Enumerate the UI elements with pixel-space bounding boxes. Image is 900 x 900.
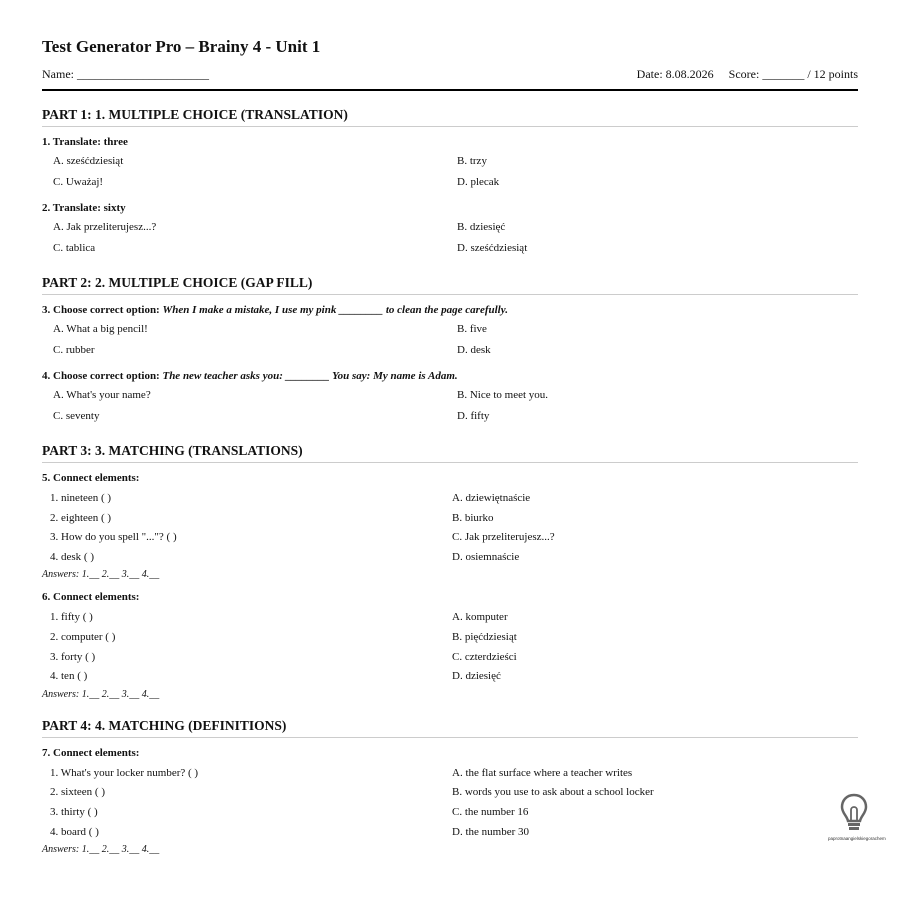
option-b: B. dziesięć xyxy=(457,221,506,233)
match-left-item: 2. eighteen ( ) xyxy=(50,511,112,524)
question-prompt: 1. Translate: three xyxy=(42,136,128,148)
match-left-item: 1. What's your locker number? ( ) xyxy=(50,766,199,779)
score-field: Score: _______ / 12 points xyxy=(728,67,858,81)
question-prompt xyxy=(42,303,858,317)
match-left-item: 2. sixteen ( ) xyxy=(50,786,105,799)
matching-grid xyxy=(42,608,858,686)
match-right-item: A. komputer xyxy=(452,611,508,624)
match-left-item: 3. forty ( ) xyxy=(50,650,96,663)
match-left-item: 1. nineteen ( ) xyxy=(50,492,112,504)
question-prompt xyxy=(42,369,858,383)
part-title: PART 2: 2. MULTIPLE CHOICE (GAP FILL) xyxy=(42,274,858,295)
question-2 xyxy=(42,201,858,259)
question-1 xyxy=(42,135,858,193)
part-2 xyxy=(42,274,858,427)
option-a: A. Jak przeliterujesz...? xyxy=(53,221,157,233)
worksheet-page xyxy=(42,0,886,857)
option-b: B. trzy xyxy=(457,155,487,167)
question-prompt: 5. Connect elements: xyxy=(42,472,140,484)
question-6 xyxy=(42,590,858,701)
match-right-item: B. pięćdziesiąt xyxy=(452,630,517,643)
student-info-line xyxy=(42,67,858,81)
part-1 xyxy=(42,106,858,259)
question-prompt: 7. Connect elements: xyxy=(42,746,140,759)
question-4 xyxy=(42,369,858,427)
name-field: Name: ______________________ xyxy=(42,67,209,81)
option-a: A. sześćdziesiąt xyxy=(53,155,124,167)
option-a: A. What's your name? xyxy=(53,389,151,401)
match-right-item: B. words you use to ask about a school locker xyxy=(452,786,654,799)
part-title: PART 4: 4. MATCHING (DEFINITIONS) xyxy=(42,717,858,738)
option-d: D. plecak xyxy=(457,176,500,188)
match-right-item: D. the number 30 xyxy=(452,825,529,838)
match-right-item: C. Jak przeliterujesz...? xyxy=(452,531,555,544)
option-b: B. Nice to meet you. xyxy=(457,389,549,401)
match-left-item: 3. thirty ( ) xyxy=(50,805,98,818)
option-c: C. rubber xyxy=(53,344,95,356)
part-title: PART 3: 3. MATCHING (TRANSLATIONS) xyxy=(42,442,858,463)
question-prompt: 2. Translate: sixty xyxy=(42,202,126,214)
match-right-item: B. biurko xyxy=(452,511,494,524)
answer-options xyxy=(42,385,858,427)
answers-line: Answers: 1.__ 2.__ 3.__ 4.__ xyxy=(42,688,160,700)
option-c: C. tablica xyxy=(53,242,96,254)
option-d: D. sześćdziesiąt xyxy=(457,242,528,254)
question-3 xyxy=(42,303,858,361)
answer-options xyxy=(42,319,858,361)
question-sentence: The new teacher asks you: ________ You say: My name is Adam. xyxy=(162,370,458,382)
logo xyxy=(828,793,886,841)
question-5 xyxy=(42,471,858,582)
match-left-item: 2. computer ( ) xyxy=(50,630,116,643)
option-a: A. What a big pencil! xyxy=(53,323,148,335)
question-7 xyxy=(42,746,858,857)
header-divider xyxy=(42,89,858,91)
question-prefix: 3. Choose correct option: xyxy=(42,304,160,316)
part-4 xyxy=(42,717,858,857)
option-c: C. seventy xyxy=(53,410,100,422)
option-d: D. fifty xyxy=(457,410,490,422)
page-title: Test Generator Pro – Brainy 4 - Unit 1 xyxy=(42,37,321,56)
match-right-item: A. the flat surface where a teacher writes xyxy=(452,766,633,779)
answers-line: Answers: 1.__ 2.__ 3.__ 4.__ xyxy=(42,844,160,856)
part-title: PART 1: 1. MULTIPLE CHOICE (TRANSLATION) xyxy=(42,106,858,127)
match-left-item: 3. How do you spell "..."? ( ) xyxy=(50,531,177,544)
match-right-item: C. the number 16 xyxy=(452,805,529,818)
match-right-item: A. dziewiętnaście xyxy=(452,492,531,504)
answers-line: Answers: 1.__ 2.__ 3.__ 4.__ xyxy=(42,569,160,581)
question-sentence: When I make a mistake, I use my pink ________ to clean the page carefully. xyxy=(162,304,508,316)
part-3 xyxy=(42,442,858,702)
question-prompt: 6. Connect elements: xyxy=(42,591,140,604)
date-field: Date: 8.08.2026 xyxy=(636,67,714,81)
question-prefix: 4. Choose correct option: xyxy=(42,370,160,382)
match-left-item: 4. desk ( ) xyxy=(50,550,94,563)
matching-grid xyxy=(42,489,858,567)
logo-caption: paprotnaangielskiegorachem xyxy=(828,836,886,841)
answer-options xyxy=(42,151,858,193)
date-score-group xyxy=(625,67,858,81)
match-left-item: 4. ten ( ) xyxy=(50,670,88,683)
match-right-item: D. osiemnaście xyxy=(452,550,520,563)
lightbulb-icon xyxy=(839,793,869,833)
match-left-item: 1. fifty ( ) xyxy=(50,611,93,624)
match-left-item: 4. board ( ) xyxy=(50,825,99,838)
option-c: C. Uważaj! xyxy=(53,176,104,188)
option-b: B. five xyxy=(457,323,487,335)
option-d: D. desk xyxy=(457,344,491,356)
matching-grid xyxy=(42,764,858,842)
match-right-item: C. czterdzieści xyxy=(452,650,517,663)
answer-options xyxy=(42,217,858,259)
match-right-item: D. dziesięć xyxy=(452,670,501,683)
